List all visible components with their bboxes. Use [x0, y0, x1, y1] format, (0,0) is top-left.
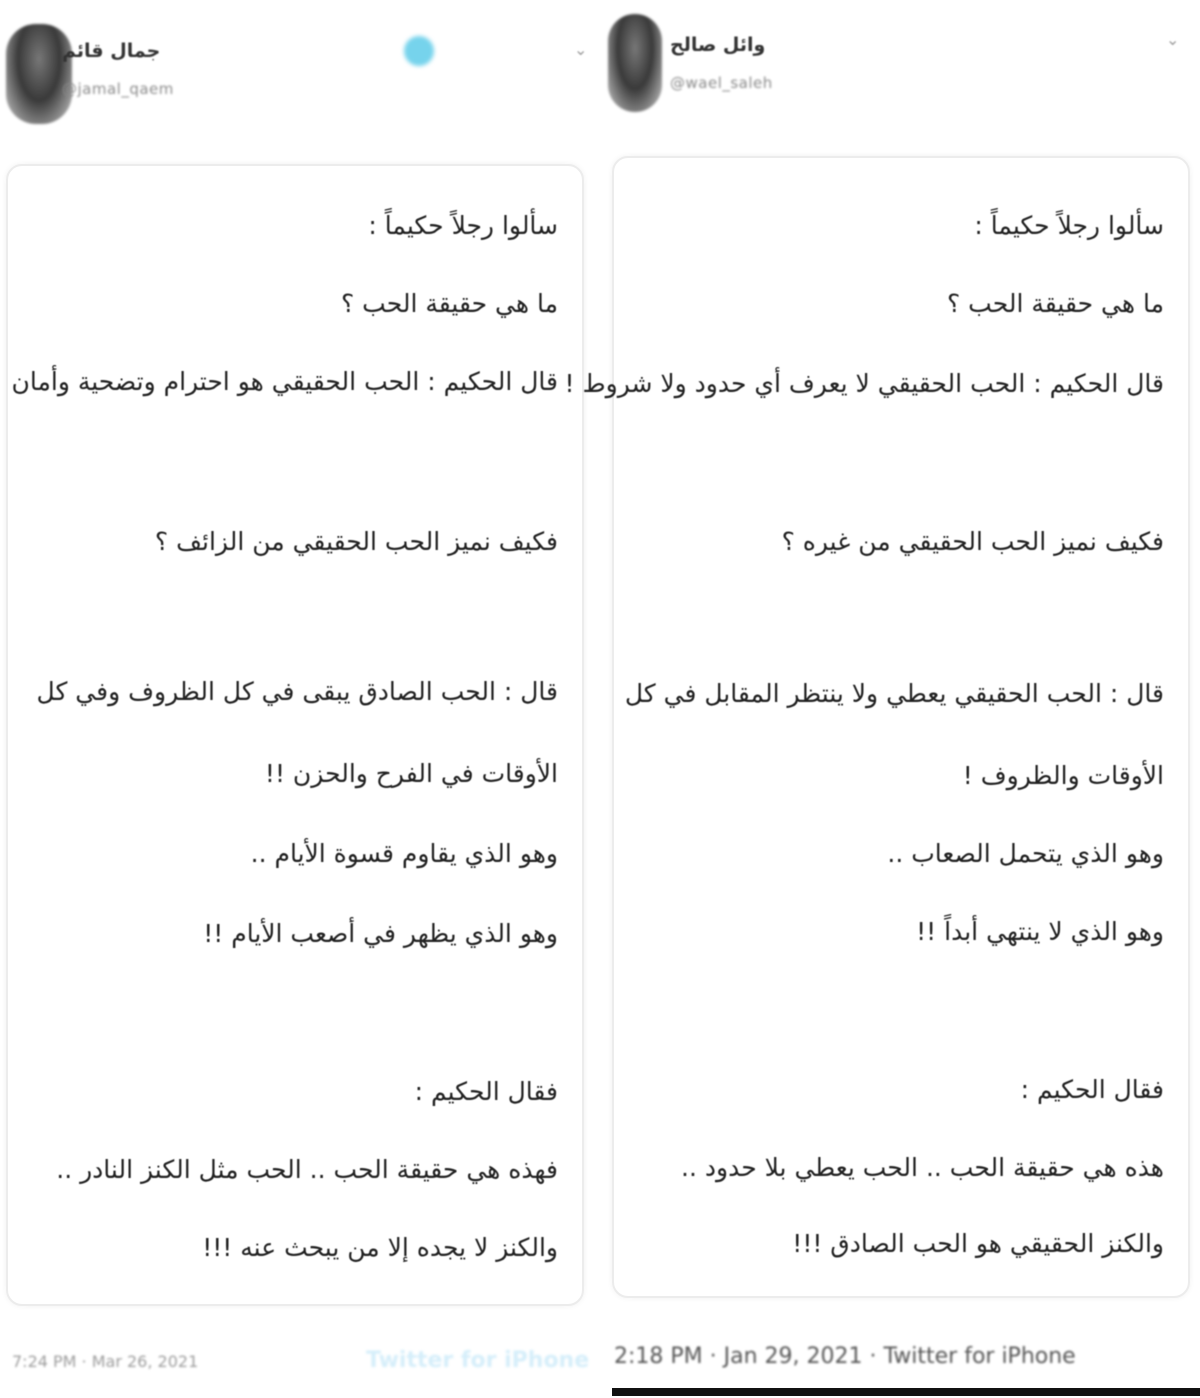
tweet-timestamp[interactable]: 2:18 PM · Jan 29, 2021 · Twitter for iPhone	[614, 1344, 1076, 1369]
tweet-text-line: فكيف نميز الحب الحقيقي من الزائف ؟	[154, 527, 558, 556]
tweet-timestamp[interactable]: 7:24 PM · Mar 26, 2021	[12, 1352, 199, 1371]
tweet-text-line: وهو الذي لا ينتهي أبداً !!	[916, 917, 1164, 946]
chevron-down-icon[interactable]: ⌄	[574, 40, 588, 59]
tweet-text-line: فهذه هي حقيقة الحب .. الحب مثل الكنز النادر ..	[56, 1155, 558, 1184]
tweet-text-line: سألوا رجلاً حكيماً :	[974, 211, 1164, 240]
avatar[interactable]	[6, 24, 72, 124]
tweet-text-line: الأوقات في الفرح والحزن !!	[264, 759, 558, 788]
handle[interactable]: @wael_saleh	[670, 74, 773, 92]
tweet-image-card[interactable]	[6, 164, 584, 1306]
username[interactable]: جمال قائم	[62, 40, 161, 62]
avatar[interactable]	[608, 14, 662, 112]
chevron-down-icon[interactable]: ⌄	[1166, 30, 1180, 49]
tweet-text-line: الأوقات والظروف !	[962, 761, 1164, 790]
tweet-text-line: فقال الحكيم :	[1020, 1075, 1164, 1104]
tweet-text-line: وهو الذي يظهر في أصعب الأيام !!	[203, 919, 558, 948]
tweet-text-line: ما هي حقيقة الحب ؟	[340, 289, 558, 318]
right-tweet	[564, 0, 1200, 1398]
tweet-image-card[interactable]	[564, 156, 1190, 1298]
tweet-text-line: ما هي حقيقة الحب ؟	[946, 289, 1164, 318]
handle[interactable]: @jamal_qaem	[62, 80, 174, 98]
tweet-text-line: والكنز لا يجده إلا من يبحث عنه !!!	[202, 1233, 558, 1262]
tweet-text-line: فكيف نميز الحب الحقيقي من غيره ؟	[781, 527, 1164, 556]
bottom-divider	[612, 1388, 1200, 1396]
tweet-text-line: قال : الحب الصادق يبقى في كل الظروف وفي كل	[36, 677, 558, 706]
tweet-text-line: وهو الذي يتحمل الصعاب ..	[887, 839, 1164, 868]
tweet-text-line: قال الحكيم : الحب الحقيقي لا يعرف أي حدود ولا شروط !	[564, 369, 1164, 398]
tweet-text-line: فقال الحكيم :	[414, 1077, 558, 1106]
username[interactable]: وائل صالح	[670, 34, 766, 56]
tweet-text-line: قال الحكيم : الحب الحقيقي هو احترام وتضحية وأمان	[11, 367, 558, 396]
tweet-text-line: سألوا رجلاً حكيماً :	[368, 211, 558, 240]
tweet-text-line: قال : الحب الحقيقي يعطي ولا ينتظر المقابل في كل	[624, 679, 1164, 708]
tweet-text-line: وهو الذي يقاوم قسوة الأيام ..	[250, 839, 558, 868]
tweet-text-line: هذه هي حقيقة الحب .. الحب يعطي بلا حدود ..	[681, 1153, 1164, 1182]
tweet-text-line: والكنز الحقيقي هو الحب الصادق !!!	[792, 1229, 1164, 1258]
verified-icon	[404, 36, 434, 66]
tweet-source-link[interactable]: Twitter for iPhone	[366, 1348, 590, 1373]
